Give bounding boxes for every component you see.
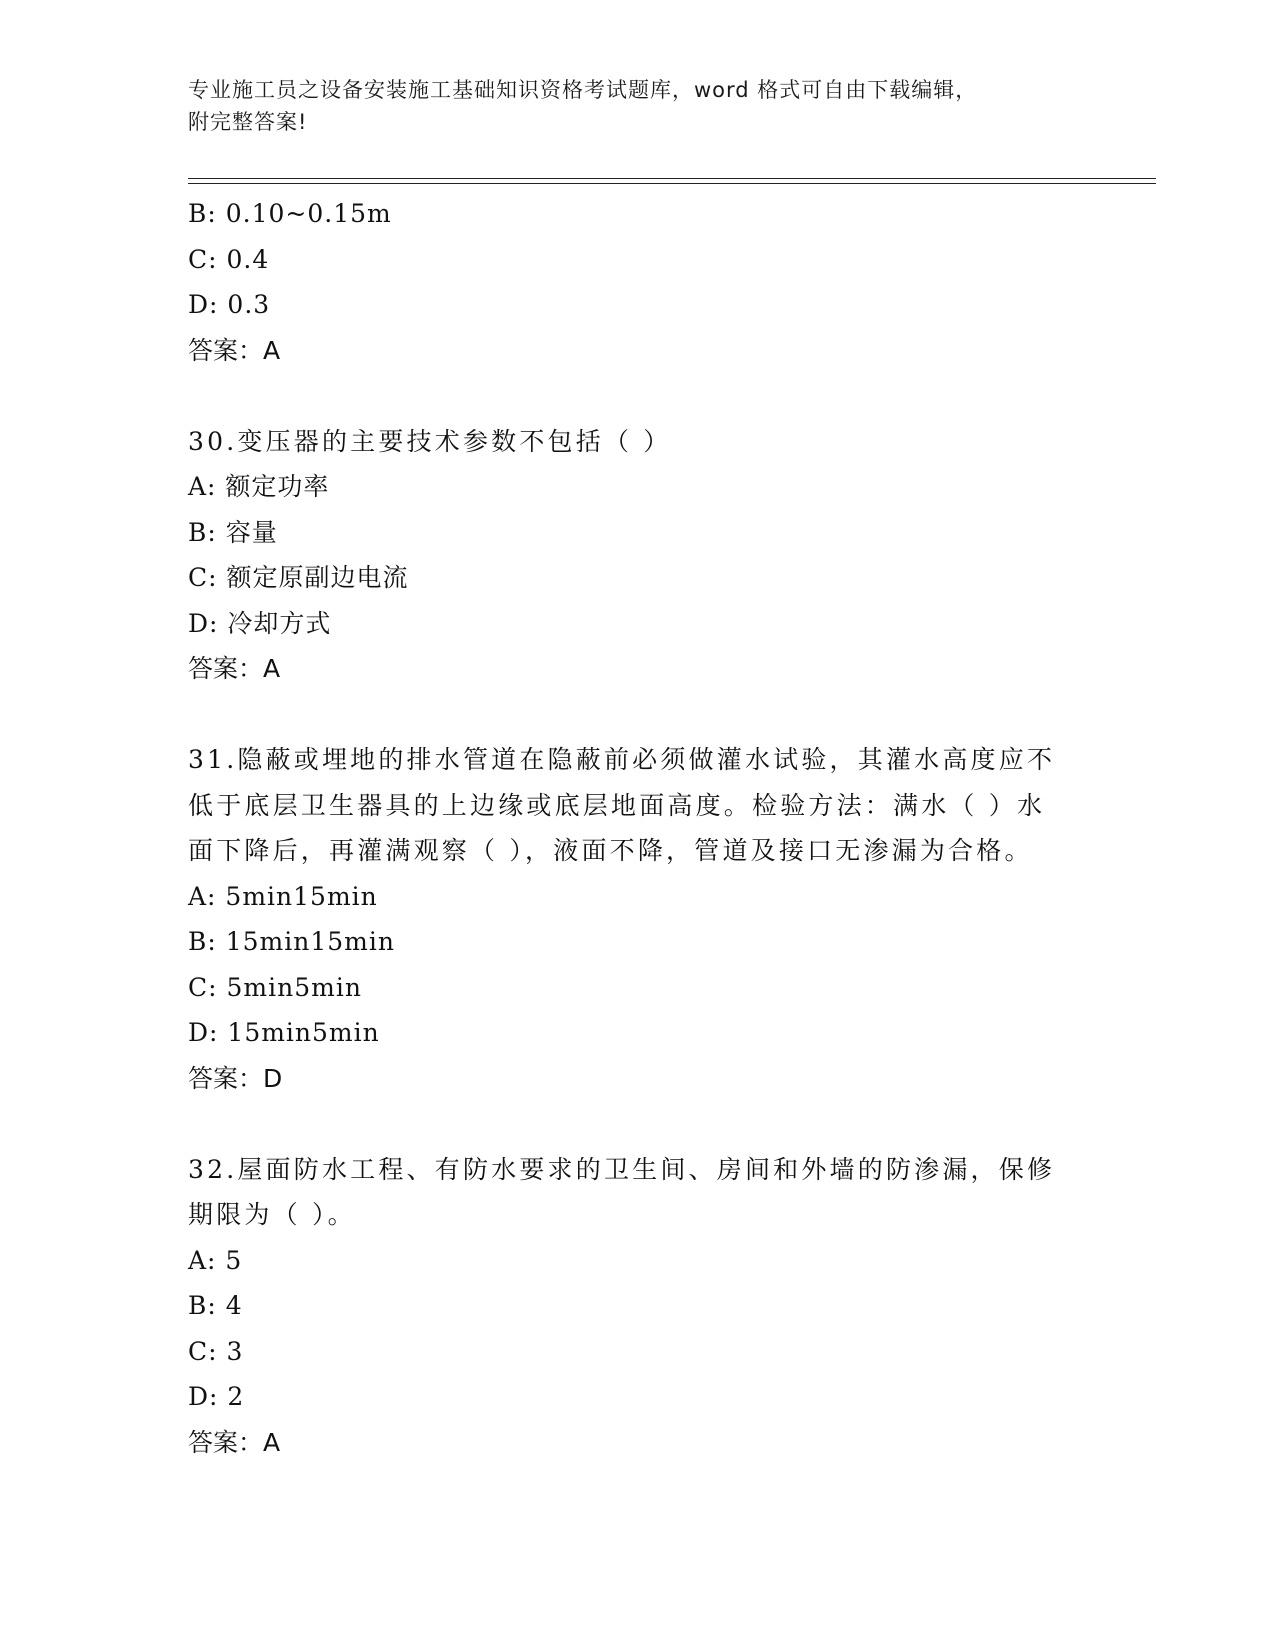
header-title-line-1: 专业施工员之设备安装施工基础知识资格考试题库，word 格式可自由下载编辑， [188, 78, 978, 102]
spacer [188, 692, 1088, 738]
question-block-29 [188, 191, 1088, 373]
option-c: C: 3 [188, 1336, 244, 1366]
option-d: D: 0.3 [188, 290, 271, 319]
question-block-32 [188, 1147, 1088, 1466]
option-b: B: 15min15min [188, 927, 395, 956]
header-divider-top [188, 178, 1156, 179]
document-header [188, 74, 1068, 138]
question-text: 低于底层卫生器具的上边缘或底层地面高度。检验方法：满水（ ）水 [188, 790, 1046, 820]
answer-line: 答案：A [188, 1427, 281, 1457]
option-d: D: 15min5min [188, 1018, 380, 1047]
answer-line: 答案：A [188, 654, 281, 683]
option-b: B: 0.10~0.15m [188, 199, 392, 228]
header-divider-bottom [188, 183, 1156, 184]
option-b: B: 容量 [188, 517, 278, 547]
spacer [188, 1101, 1088, 1147]
answer-line: 答案：D [188, 1063, 283, 1093]
option-c: C: 额定原副边电流 [188, 563, 409, 592]
option-a: A: 5 [188, 1245, 243, 1275]
header-title-line-2: 附完整答案! [188, 110, 308, 134]
question-block-30 [188, 419, 1088, 692]
option-a: A: 5min15min [188, 881, 378, 911]
option-c: C: 5min5min [188, 972, 362, 1002]
question-text: 期限为（ ）。 [188, 1200, 356, 1229]
spacer [188, 373, 1088, 419]
question-block-31 [188, 737, 1088, 1101]
answer-line: 答案：A [188, 335, 281, 365]
option-b: B: 4 [188, 1291, 243, 1320]
option-d: D: 冷却方式 [188, 608, 332, 638]
option-a: A: 额定功率 [188, 472, 330, 501]
question-text: 30.变压器的主要技术参数不包括（ ） [188, 426, 672, 456]
question-list [188, 191, 1088, 1465]
question-text: 面下降后，再灌满观察（ ），液面不降，管道及接口无渗漏为合格。 [188, 836, 1033, 865]
option-c: C: 0.4 [188, 244, 270, 274]
option-d: D: 2 [188, 1382, 245, 1411]
question-text: 32.屋面防水工程、有防水要求的卫生间、房间和外墙的防渗漏，保修 [188, 1154, 1056, 1184]
question-text: 31.隐蔽或埋地的排水管道在隐蔽前必须做灌水试验，其灌水高度应不 [188, 745, 1056, 774]
